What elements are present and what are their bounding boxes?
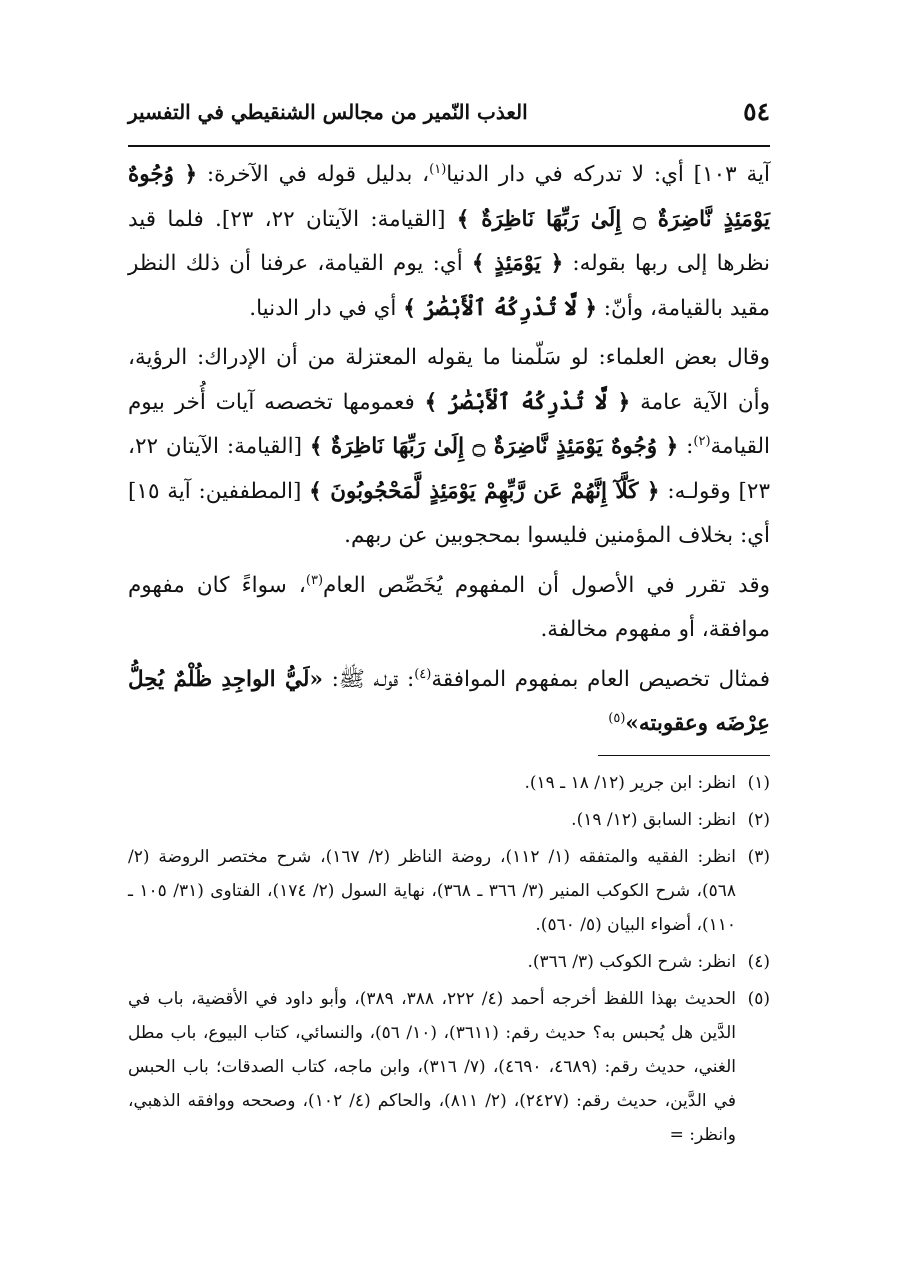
footnote-ref-3: (٣) (305, 572, 324, 588)
footnote-number: (٥) (747, 989, 770, 1009)
footnote-1 (128, 766, 770, 800)
footnotes (128, 766, 770, 1155)
paragraph-3 (128, 564, 770, 653)
footnote-ref-5: (٥) (608, 710, 626, 726)
footnote-ref-2: (٢) (693, 433, 711, 449)
footnote-2 (128, 803, 770, 837)
footnote-text: انظر: الفقيه والمتفقه (١/ ١١٢)، روضة الناظر (٢/ ١٦٧)، شرح مختصر الروضة (٢/ ٥٦٨)، شرح الكوكب المنير (٣/ ٣٦٦ ـ ٣٦٨)، نهاية السول (٢/ ١٧٤)، الفتاوى (٣١/ ١٠٥ ـ ١١٠)، أضواء البيان (٥/ ٥٦٠). (128, 847, 737, 935)
paragraph-1 (128, 153, 770, 331)
footnote-text: انظر: السابق (١٢/ ١٩). (571, 810, 736, 830)
footnote-ref-4: (٤) (414, 666, 432, 682)
text-run: [المطففين: آية ١٥] أي: بخلاف المؤمنين فليسوا بمحجوبين عن ربهم. (128, 478, 770, 548)
footnote-3 (128, 840, 770, 942)
footnote-number: (٤) (747, 952, 770, 972)
text-run: أي: يوم القيامة، عرفنا أن ذلك النظر مقيد بالقيامة، وأنّ: (128, 251, 770, 321)
quran-verse: ﴿ وُجُوهٌ يَوْمَئِذٍ نَّاضِرَةٌ ۝ إِلَىٰ رَبِّهَا نَاظِرَةٌ ﴾ (309, 434, 679, 459)
running-title: العذب النّمير من مجالس الشنقيطي في التفسير (128, 100, 528, 124)
footnote-separator (598, 755, 770, 756)
quran-verse: ﴿ وُجُوهٌ يَوْمَئِذٍ نَّاضِرَةٌ ۝ إِلَىٰ رَبِّهَا نَاظِرَةٌ ﴾ (128, 162, 770, 232)
footnote-number: (٣) (747, 847, 770, 867)
quran-verse: ﴿ كَلَّآ إِنَّهُمْ عَن رَّبِّهِمْ يَوْمَئِذٍ لَّمَحْجُوبُونَ ﴾ (309, 478, 660, 504)
footnote-ref-1: (١) (429, 161, 447, 177)
header-rule (128, 145, 770, 147)
footnote-number: (١) (747, 773, 770, 793)
main-text (128, 153, 770, 747)
footnote-number: (٢) (747, 810, 770, 830)
page-number: ٥٤ (743, 97, 770, 126)
footnote-5 (128, 982, 770, 1152)
quran-verse: ﴿ يَوْمَئِذٍ ﴾ (471, 251, 564, 276)
hadith-quote: «لَيُّ الواجِدِ ظُلْمٌ يُحِلُّ عِرْضَه وعقوبته» (128, 666, 770, 736)
text-run: : قولـه ﷺ: (322, 666, 415, 692)
text-run: فمثال تخصيص العام بمفهوم الموافقة (431, 666, 771, 692)
paragraph-2 (128, 336, 770, 559)
running-header (128, 97, 770, 140)
text-run: وقال بعض العلماء: لو سَلّمنا ما يقوله المعتزلة من أن الإدراك: الرؤية، وأن الآية عامة (128, 345, 770, 415)
quran-verse: ﴿ لَّا تُدْرِكُهُ ٱلْأَبْصَٰرُ ﴾ (403, 295, 597, 321)
text-run: أي في دار الدنيا. (249, 295, 404, 321)
text-run: آية ١٠٣] أي: لا تدركه في دار الدنيا (446, 162, 770, 187)
text-run: وقد تقرر في الأصول أن المفهوم يُخَصِّص العام (323, 572, 770, 598)
quran-verse: ﴿ لَّا تُدْرِكُهُ ٱلْأَبْصَٰرُ ﴾ (424, 389, 631, 415)
text-run: فعمومها تخصصه آيات أُخر بيوم القيامة (128, 389, 770, 459)
footnote-text: انظر: شرح الكوكب (٣/ ٣٦٦). (527, 952, 736, 972)
paragraph-4 (128, 658, 770, 747)
text-run: [القيامة: الآيتان ٢٢، ٢٣]. فلما قيد نظرها إلى ربها بقوله: (128, 206, 770, 276)
footnote-text: الحديث بهذا اللفظ أخرجه أحمد (٤/ ٢٢٢، ٣٨٨، ٣٨٩)، وأبو داود في الأقضية، باب في الدَّين هل يُحبس به؟ حديث رقم: (٣٦١١)، (١٠/ ٥٦)، والنسائي، كتاب البيوع، باب مطل الغني، حديث رقم: (٤٦٨٩، ٤٦٩٠)، (٧/ ٣١٦)، وابن ماجه، كتاب الصدقات؛ باب الحبس في الدَّين، حديث رقم: (٢٤٢٧)، (٢/ ٨١١)، والحاكم (٤/ ١٠٢)، وصححه ووافقه الذهبي، وانظر: = (128, 989, 737, 1145)
footnote-4 (128, 945, 770, 979)
text-run: [القيامة: الآيتان ٢٢، ٢٣] وقولـه: (128, 434, 770, 504)
text-run: : (678, 434, 694, 459)
text-run: ، سواءً كان مفهوم موافقة، أو مفهوم مخالفة. (128, 572, 770, 642)
text-run: ، بدليل قوله في الآخرة: (197, 162, 430, 187)
footnote-text: انظر: ابن جرير (١٢/ ١٨ ـ ١٩). (524, 773, 736, 793)
